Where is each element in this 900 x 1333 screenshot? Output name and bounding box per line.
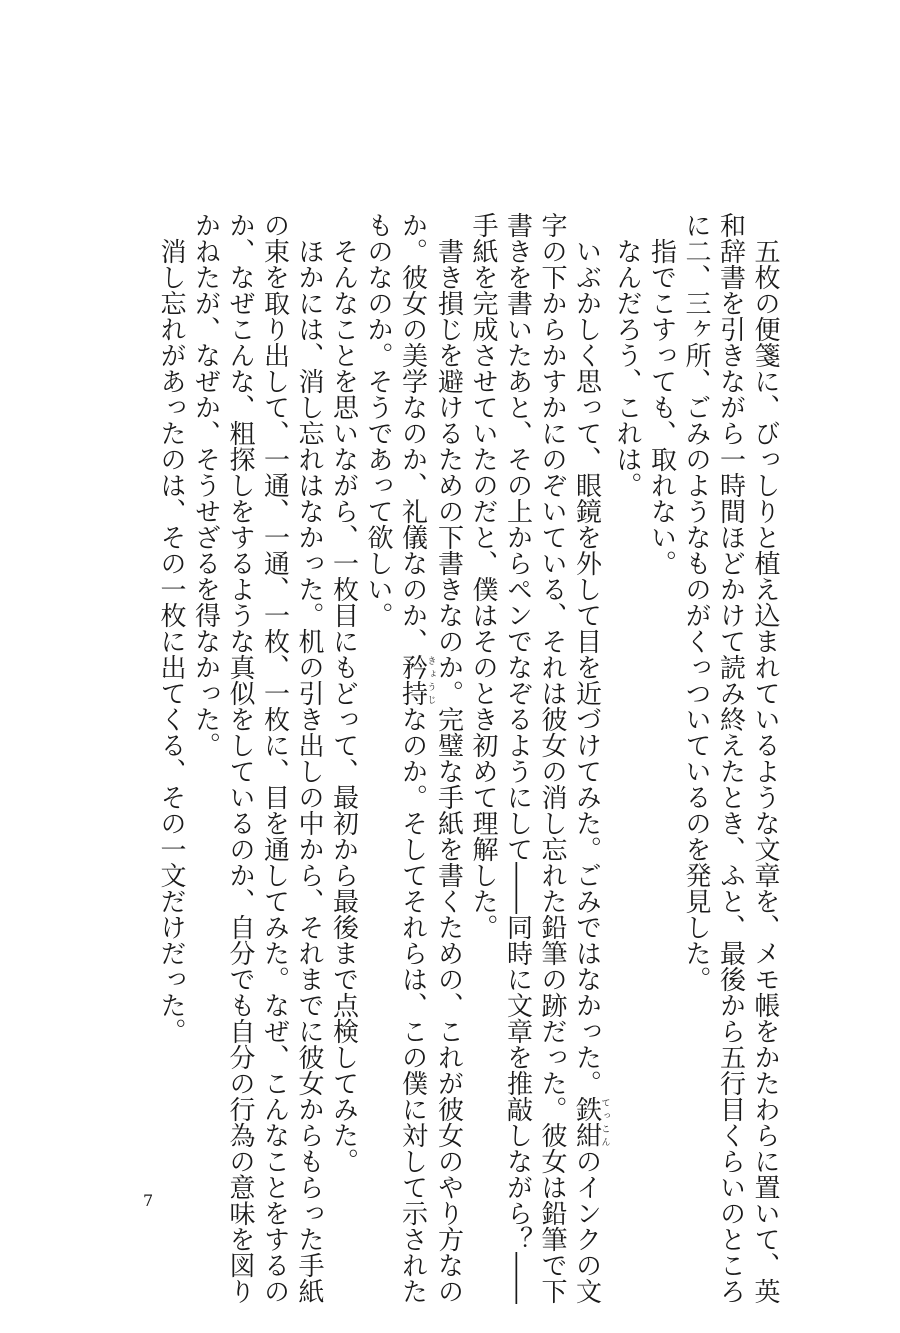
paragraph-6: そんなことを思いながら、一枚目にもどって、最初から最後まで点検してみた。: [328, 212, 359, 1174]
paragraph-8: 消し忘れがあったのは、その一枚に出てくる、その一文だけだった。: [156, 212, 186, 1044]
paragraph-4: いぶかしく思って、眼鏡を外して目を近づけてみた。ごみではなかった。鉄紺てっこんのインクの文 字の下からかすかにのぞいている、それは彼女の消し忘れた鉛筆の跡だった。彼女は鉛筆で下 書きを書いたあと、その上からペンでなぞるようにして――同時に文章を推敲しながら？―― 手紙を完成させていたのだと、僕はそのとき初めて理解した。: [468, 212, 610, 1304]
vertical-text-body: [154, 212, 783, 1304]
paragraph-1: 五枚の便箋に、びっしりと植え込まれているような文章を、メモ帳をかたわらに置いて、英 和辞書を引きながら一時間ほどかけて読み終えたとき、ふと、最後から五行目くらいのところ に二、三ヶ所、ごみのようなものがくっついているのを発見した。: [681, 212, 780, 1304]
paragraph-3: なんだろう、これは。: [612, 212, 642, 498]
paragraph-7: ほかには、消し忘れはなかった。机の引き出しの中から、それまでに彼女からもらった手紙 の束を取り出して、一通、一通、一枚、一枚に、目を通してみた。なぜ、こんなことをするの か、なぜこんな、粗探しをするような真似をしているのか、自分でも自分の行為の意味を図り かねたが、なぜか、そうせざるを得なかった。: [190, 212, 324, 1304]
paragraph-5: 書き損じを避けるための下書きなのか。完璧な手紙を書くための、これが彼女のやり方なの か。彼女の美学なのか、礼儀なのか、矜持きょうじなのか。そしてそれらは、この僕に対して示された ものなのか。そうであって欲しい。: [363, 212, 464, 1304]
ruby-annotation: 鉄紺てっこん: [571, 1096, 610, 1148]
ruby-annotation: 矜持きょうじ: [397, 654, 436, 706]
paragraph-2: 指でこすっても、取れない。: [646, 212, 677, 576]
page-number: 7: [143, 1191, 154, 1210]
